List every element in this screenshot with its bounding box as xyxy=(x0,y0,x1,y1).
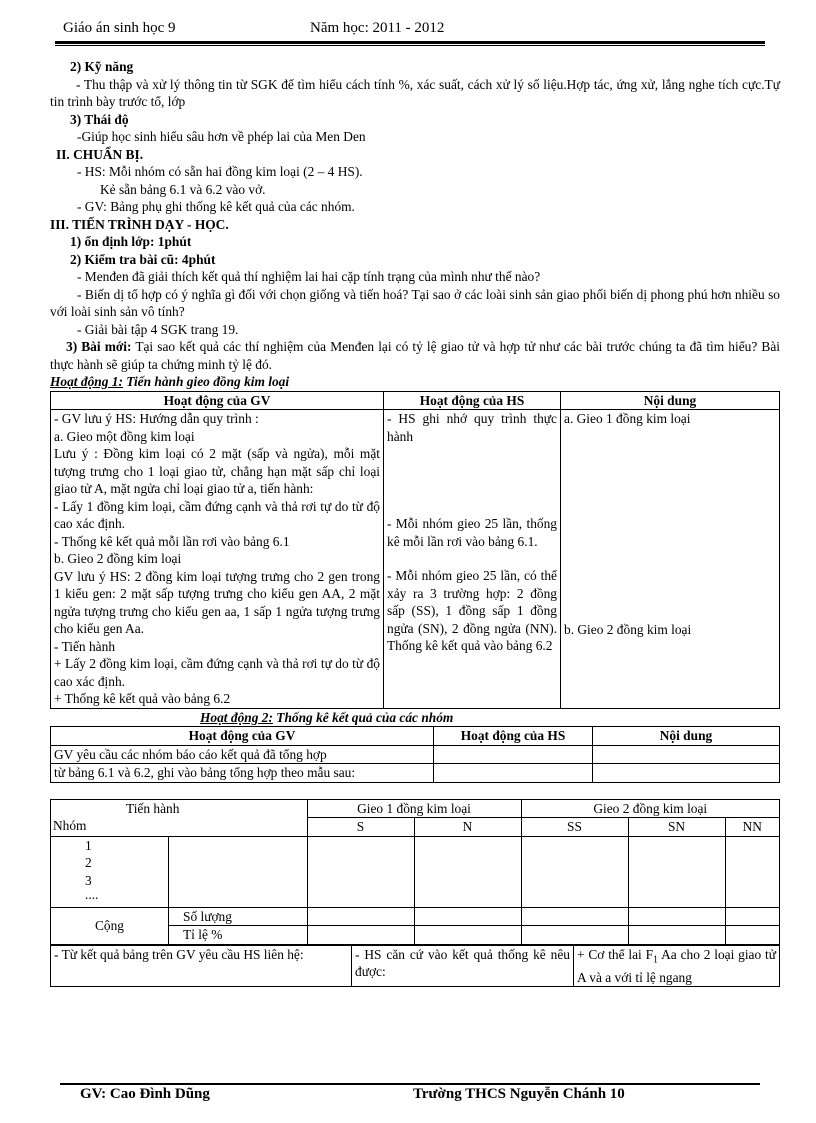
summary-empty xyxy=(414,926,521,945)
new-lesson-title: 3) Bài mới: xyxy=(66,339,132,354)
a1-nd-line: b. Gieo 2 đồng kim loại xyxy=(564,621,692,637)
bottom-hs: - HS căn cứ vào kết quả thống kê nêu được: xyxy=(352,945,574,987)
summary-col-s: S xyxy=(307,818,414,837)
a1-gv-line: a. Gieo một đồng kim loại xyxy=(54,428,195,444)
a1-gv-line: b. Gieo 2 đồng kim loại xyxy=(54,551,182,566)
header-rule-thin xyxy=(55,45,765,46)
a1-gv-cell xyxy=(51,410,384,709)
summary-empty xyxy=(725,836,780,907)
a1-hs-cell xyxy=(384,410,561,709)
summary-empty xyxy=(307,836,414,907)
footer-school-page: Trường THCS Nguyễn Chánh 10 xyxy=(413,1086,625,1102)
a1-header-hs: Hoạt động của HS xyxy=(384,391,561,410)
group-more: .... xyxy=(85,887,99,902)
prep-title: II. CHUẨN BỊ. xyxy=(56,146,144,162)
group-3: 3 xyxy=(85,872,92,888)
question-2: - Biến dị tổ hợp có ý nghĩa gì đối với chọn giống và tiến hoá? Tại sao ở các loài sinh sản giao phối biến dị phong phú hơn nhiều so với loài sinh sản vô tính? xyxy=(50,286,780,319)
process-step-2: 2) Kiểm tra bài cũ: 4phút xyxy=(70,251,216,267)
summary-g2-header: Gieo 2 đồng kim loại xyxy=(521,799,780,818)
a2-nd-row-1 xyxy=(593,745,780,764)
a1-gv-line: - Tiến hành xyxy=(54,638,116,654)
attitude-title: 3) Thái độ xyxy=(70,111,129,127)
a1-header-nd: Nội dung xyxy=(561,391,780,410)
bottom-table xyxy=(50,945,780,988)
a1-hs-line: - Mỗi nhóm gieo 25 lần, có thể xảy ra 3 trường hợp: 2 đồng sấp (SS), 1 đồng sấp 1 đồng ngửa (SN), 2 đồng ngửa (NN). Thống kê kết quả vào bảng 6.2 xyxy=(387,568,557,653)
header-rule-thick xyxy=(55,41,765,44)
a2-header-nd: Nội dung xyxy=(593,727,780,746)
new-lesson-text: Tại sao kết quả các thí nghiệm của Menđen lại có tỷ lệ giao tử và hợp tử như các bài trước chúng ta đã tìm hiểu? Bài thực hành sẽ giúp ta chứng minh tỷ lệ đó. xyxy=(50,339,780,372)
summary-empty xyxy=(307,907,414,926)
summary-empty xyxy=(521,907,628,926)
summary-empty xyxy=(521,836,628,907)
footer-rule-thick xyxy=(60,1083,760,1085)
a1-gv-line: + Lấy 2 đồng kim loại, cầm đứng cạnh và thả rơi tự do từ độ cao xác định. xyxy=(54,656,380,689)
summary-empty xyxy=(628,907,725,926)
summary-empty xyxy=(725,926,780,945)
header-subject: Giáo án sinh học 9 xyxy=(63,20,176,36)
process-title: III. TIẾN TRÌNH DẠY - HỌC. xyxy=(50,216,229,232)
summary-col-nn: NN xyxy=(725,818,780,837)
summary-empty xyxy=(307,926,414,945)
a1-gv-line: + Thống kê kết quả vào bảng 6.2 xyxy=(54,691,231,706)
bottom-nd-sub: 1 xyxy=(653,954,659,966)
summary-empty xyxy=(725,907,780,926)
summary-empty xyxy=(414,836,521,907)
activity-2-name: Thống kê kết quả của các nhóm xyxy=(272,709,454,725)
summary-col-ss: SS xyxy=(521,818,628,837)
a2-gv-row-2: từ bảng 6.1 và 6.2, ghi vào bảng tổng hợp theo mẫu sau: xyxy=(51,764,434,783)
activity-1-title xyxy=(50,373,780,391)
summary-nhom: Nhóm xyxy=(53,818,87,833)
a2-hs-row-1 xyxy=(434,745,593,764)
bottom-nd-a: + Cơ thể lai F xyxy=(577,946,654,962)
header-school-year: Năm học: 2011 - 2012 xyxy=(310,20,445,36)
activity-1-label: Hoạt động 1: xyxy=(50,374,123,389)
prep-line-2: Kẻ sẵn bảng 6.1 và 6.2 vào vở. xyxy=(100,181,266,197)
summary-cong: Cộng xyxy=(51,907,169,944)
a2-hs-row-2 xyxy=(434,764,593,783)
a1-hs-line: - Mỗi nhóm gieo 25 lần, thống kê mỗi lần rơi vào bảng 6.1. xyxy=(387,516,557,549)
bottom-nd-b: Aa cho 2 loại giao tử A và a với tỉ lệ ngang xyxy=(577,946,776,985)
prep-line-1: - HS: Mỗi nhóm có sẵn hai đồng kim loại (2 – 4 HS). xyxy=(77,164,363,179)
summary-ti-le: Tỉ lệ % xyxy=(169,926,308,945)
summary-empty xyxy=(521,926,628,945)
new-lesson xyxy=(50,338,780,373)
question-1: - Menđen đã giải thích kết quả thí nghiệm lai hai cặp tính trạng của mình như thế nào? xyxy=(77,269,541,284)
summary-group-numbers xyxy=(51,836,169,907)
skills-title: 2) Kỹ năng xyxy=(70,59,134,74)
process-step-1: 1) ổn định lớp: 1phút xyxy=(70,234,192,249)
a1-gv-line: GV lưu ý HS: 2 đồng kim loại tượng trưng cho 2 gen trong 1 kiểu gen: 2 mặt sấp tượng trưng cho kiểu gen AA, 2 mặt ngửa tượng trưng cho kiểu gen aa, 1 sấp 1 ngửa tượng trưng cho kiểu gen Aa. xyxy=(54,568,380,636)
bottom-nd xyxy=(574,945,780,987)
a1-gv-line: - Thống kê kết quả mỗi lần rơi vào bảng 6.1 xyxy=(54,533,290,549)
a1-gv-line: - Lấy 1 đồng kim loại, cầm đứng cạnh và thả rơi tự do từ độ cao xác định. xyxy=(54,498,380,531)
document-body xyxy=(50,58,780,987)
a2-header-hs: Hoạt động của HS xyxy=(434,727,593,746)
summary-empty xyxy=(628,926,725,945)
summary-empty xyxy=(169,836,308,907)
summary-empty xyxy=(628,836,725,907)
group-2: 2 xyxy=(85,855,92,870)
summary-g1-header: Gieo 1 đồng kim loại xyxy=(307,799,521,818)
bottom-gv: - Từ kết quả bảng trên GV yêu cầu HS liên hệ: xyxy=(51,945,352,987)
a1-hs-line: - HS ghi nhớ quy trình thực hành xyxy=(387,411,557,444)
a2-gv-row-1: GV yêu cầu các nhóm báo cáo kết quả đã tổng hợp xyxy=(51,745,434,764)
activity-2-table xyxy=(50,726,780,783)
a2-nd-row-2 xyxy=(593,764,780,783)
group-1: 1 xyxy=(85,837,92,853)
activity-2-title xyxy=(50,709,780,727)
summary-table xyxy=(50,799,780,945)
summary-corner-cell xyxy=(51,799,308,836)
summary-tien-hanh: Tiến hành xyxy=(126,800,180,816)
a2-header-gv: Hoạt động của GV xyxy=(51,727,434,746)
a1-header-gv: Hoạt động của GV xyxy=(51,391,384,410)
question-3: - Giải bài tập 4 SGK trang 19. xyxy=(77,321,239,337)
skills-text: - Thu thập và xử lý thông tin từ SGK để tìm hiểu cách tính %, xác suất, cách xử lý số liệu.Hợp tác, ứng xử, lắng nghe tích cực.Tự tin trình bày trước tổ, lớp xyxy=(50,76,780,109)
attitude-text: -Giúp học sinh hiểu sâu hơn về phép lai của Men Den xyxy=(77,129,366,144)
a1-gv-line: - GV lưu ý HS: Hướng dẫn quy trình : xyxy=(54,411,259,426)
summary-so-luong: Số lượng xyxy=(169,907,308,926)
activity-1-name: Tiến hành gieo đồng kim loại xyxy=(122,374,290,389)
activity-1-table xyxy=(50,391,780,709)
a1-nd-line: a. Gieo 1 đồng kim loại xyxy=(564,411,691,426)
summary-empty xyxy=(414,907,521,926)
summary-col-sn: SN xyxy=(628,818,725,837)
prep-line-3: - GV: Bảng phụ ghi thống kê kết quả của các nhóm. xyxy=(77,199,355,214)
footer-teacher: GV: Cao Đình Dũng xyxy=(80,1086,210,1102)
a1-gv-line: Lưu ý : Đồng kim loại có 2 mặt (sấp và ngửa), mỗi mặt tượng trưng cho 1 loại giao tử, chẳng hạn mặt sấp chỉ loại giao tử A, mặt ngửa chỉ loại giao tử a, tiến hành: xyxy=(54,446,380,496)
summary-col-n: N xyxy=(414,818,521,837)
activity-2-label: Hoạt động 2: xyxy=(200,709,273,725)
a1-nd-cell xyxy=(561,410,780,709)
